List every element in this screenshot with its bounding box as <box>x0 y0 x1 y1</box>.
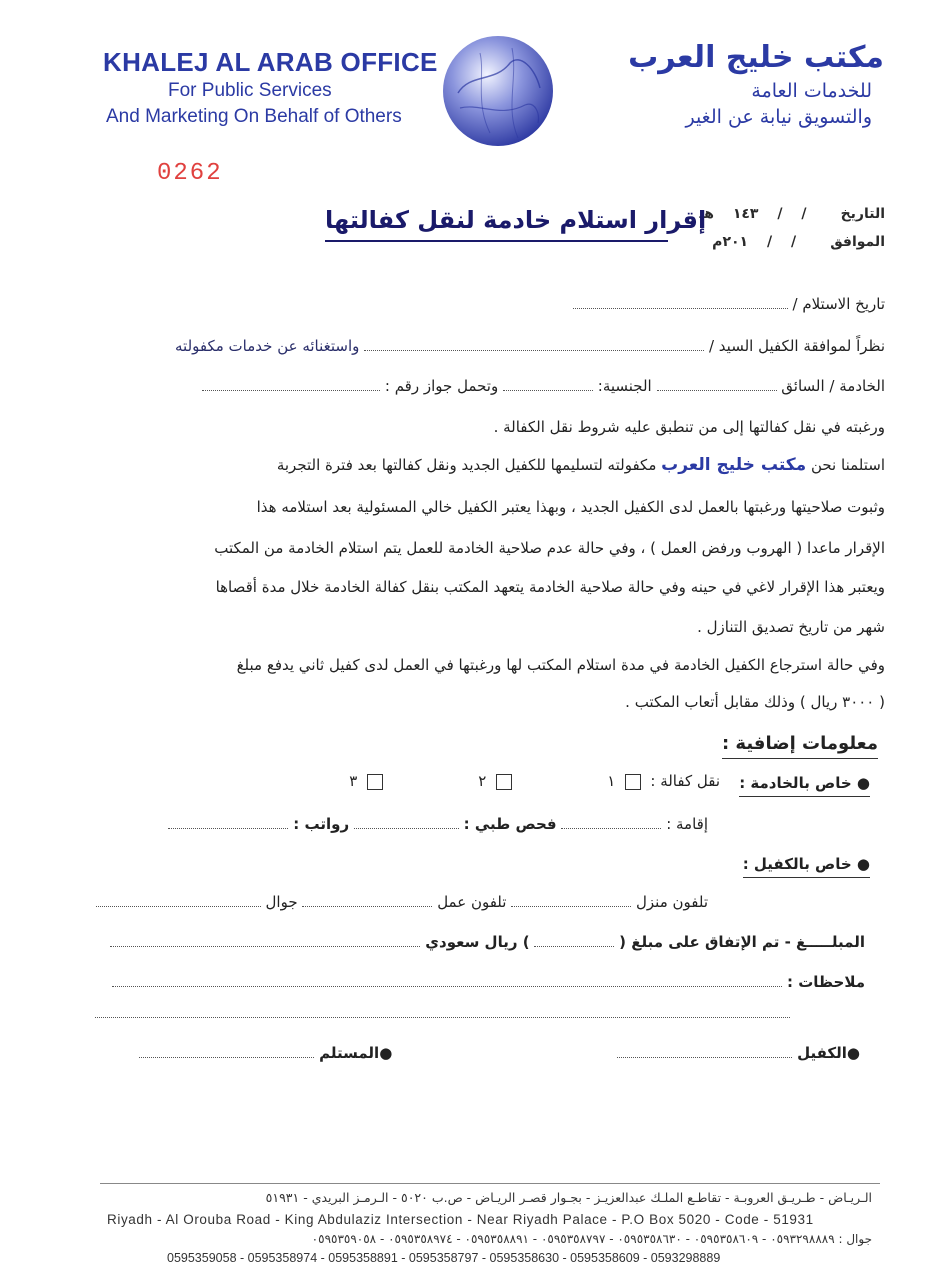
paragraph-6: شهر من تاريخ تصديق التنازل . <box>697 618 885 636</box>
receipt-date-label: تاريخ الاستلام / <box>792 295 885 313</box>
sponsor-section-label: ● خاص بالكفيل : <box>743 855 870 878</box>
serial-number: 0262 <box>157 160 223 187</box>
receiver-signature-label: ●المستلم <box>319 1044 393 1062</box>
residence-field[interactable] <box>561 827 661 829</box>
transfer-option-1-checkbox[interactable] <box>625 774 641 790</box>
sponsor-consent-label: نظراً لموافقة الكفيل السيد / <box>708 337 885 355</box>
sponsor-signature-field[interactable] <box>617 1056 792 1058</box>
footer-english-address: Riyadh - Al Orouba Road - King Abdulaziz Intersection - Near Riyadh Palace - P.O Box 5020 - Code - 51931 <box>107 1212 814 1227</box>
paragraph-2 <box>277 455 885 475</box>
paragraph-7: وفي حالة استرجاع الكفيل الخادمة في مدة استلام المكتب لها ورغبتها في العمل لدى كفيل ثاني يدفع مبلغ <box>236 656 885 674</box>
work-phone-label: تلفون عمل <box>437 893 507 911</box>
english-subtitle-2: And Marketing On Behalf of Others <box>106 106 402 127</box>
salary-field[interactable] <box>168 827 288 829</box>
paragraph-2-office: مكتب خليج العرب <box>661 455 807 475</box>
maid-name-field[interactable] <box>657 389 777 391</box>
receipt-date-field[interactable] <box>573 307 788 309</box>
paragraph-2-post: مكفولته لتسليمها للكفيل الجديد ونقل كفالتها بعد فترة التجربة <box>276 456 657 474</box>
paragraph-2-pre: استلمنا نحن <box>810 456 885 474</box>
maid-details-row <box>168 815 708 833</box>
additional-info-heading: معلومات إضافية : <box>722 733 878 759</box>
home-phone-field[interactable] <box>511 905 631 907</box>
sponsor-phones-row <box>96 893 708 911</box>
hijri-date-label: التاريخ <box>840 206 885 222</box>
arabic-subtitle-2: والتسويق نيابة عن الغير <box>685 106 872 128</box>
paragraph-4: الإقرار ماعدا ( الهروب ورفض العمل ) ، وفي حالة عدم صلاحية الخادمة للعمل يتم استلام الخادمة من المكتب <box>214 539 885 557</box>
notes-row <box>112 973 865 991</box>
footer-arabic-phones: جوال : ٠٥٩٣٢٩٨٨٨٩ - ٠٥٩٥٣٥٨٦٠٩ - ٠٥٩٥٣٥٨٦٣٠ - ٠٥٩٥٣٥٨٧٩٧ - ٠٥٩٥٣٥٨٨٩١ - ٠٥٩٥٣٥٨٩٧٤ - ٠٥٩٥٣٥٩٠٥٨ <box>311 1232 872 1246</box>
footer-english-phones: 0595359058 - 0595358974 - 0595358891 - 0595358797 - 0595358630 - 0595358609 - 0593298889 <box>167 1251 721 1265</box>
footer-divider <box>100 1183 880 1184</box>
receiver-signature-field[interactable] <box>139 1056 314 1058</box>
globe-logo <box>440 33 556 149</box>
sponsor-section-row <box>743 855 870 873</box>
arabic-office-name: مكتب خليج العرب <box>628 40 884 75</box>
amount-label: المبلـــــغ - تم الإتفاق على مبلغ ( <box>619 933 865 951</box>
gregorian-date-label: الموافق <box>830 234 885 250</box>
english-office-name: KHALEJ AL ARAB OFFICE <box>103 47 438 77</box>
signature-row <box>139 1044 860 1062</box>
residence-label: إقامة : <box>666 815 708 833</box>
gregorian-date-value[interactable]: / / ٢٠١م <box>712 234 797 250</box>
notes-field-1[interactable] <box>112 985 782 987</box>
transfer-options-row <box>349 772 720 790</box>
salary-label: رواتب : <box>293 815 350 833</box>
transfer-option-3-label: ٣ <box>349 772 358 790</box>
paragraph-3: وثبوت صلاحيتها ورغبتها بالعمل لدى الكفيل الجديد ، وبهذا يعتبر الكفيل خالي المسئولية بعد استلامه هذا <box>256 498 885 516</box>
home-phone-label: تلفون منزل <box>636 893 708 911</box>
riyal-label: ) ريال سعودي <box>425 933 530 951</box>
sponsor-signature-label: ●الكفيل <box>797 1044 860 1062</box>
notes-field-2[interactable] <box>95 1016 790 1018</box>
sponsor-name-field[interactable] <box>364 349 704 351</box>
mobile-field[interactable] <box>96 905 261 907</box>
receipt-date-row <box>573 295 885 313</box>
paragraph-8: ( ٣٠٠٠ ريال ) وذلك مقابل أتعاب المكتب . <box>625 693 885 711</box>
mobile-label: جوال <box>265 893 298 911</box>
hijri-date-row <box>699 206 885 222</box>
transfer-option-2-checkbox[interactable] <box>496 774 512 790</box>
amount-row <box>110 933 865 951</box>
form-title: إقرار استلام خادمة لنقل كفالتها <box>325 206 707 234</box>
medical-exam-label: فحص طبي : <box>463 815 557 833</box>
paragraph-5: ويعتبر هذا الإقرار لاغي في حينه وفي حالة صلاحية الخادمة يتعهد المكتب بنقل كفالة الخادمة خلال مدة أقصاها <box>215 578 885 596</box>
notes-label: ملاحظات : <box>786 973 865 991</box>
hijri-date-value[interactable]: / / ١٤٣ هـ <box>699 206 807 222</box>
passport-number-field[interactable] <box>202 389 380 391</box>
transfer-option-1-label: ١ <box>607 772 616 790</box>
transfer-label: نقل كفالة : <box>650 772 720 790</box>
title-underline <box>325 240 668 242</box>
work-phone-field[interactable] <box>302 905 432 907</box>
footer-arabic-address: الـريـاض - طـريـق العروبـة - تقاطـع الملـك عبدالعزيـز - بجـوار قصـر الريـاض - ص.ب ٥٠٢٠ - الـرمـز البريدي - ٥١٩٣١ <box>265 1190 872 1205</box>
nationality-label: الجنسية: <box>597 377 652 395</box>
gregorian-date-row <box>712 234 885 250</box>
english-subtitle-1: For Public Services <box>168 80 332 101</box>
medical-exam-field[interactable] <box>354 827 459 829</box>
amount-words-field[interactable] <box>110 945 420 947</box>
maid-section-label: ● خاص بالخادمة : <box>739 774 870 797</box>
maid-info-row <box>202 377 885 395</box>
nationality-field[interactable] <box>503 389 593 391</box>
transfer-option-2-label: ٢ <box>478 772 487 790</box>
dismissal-label: واستغنائه عن خدمات مكفولته <box>175 337 360 355</box>
maid-section-row <box>739 774 870 792</box>
passport-label: وتحمل جواز رقم : <box>384 377 499 395</box>
maid-driver-label: الخادمة / السائق <box>781 377 885 395</box>
paragraph-1: ورغبته في نقل كفالتها إلى من تنطبق عليه شروط نقل الكفالة . <box>493 418 885 436</box>
amount-field[interactable] <box>534 945 614 947</box>
arabic-subtitle-1: للخدمات العامة <box>751 80 872 102</box>
transfer-option-3-checkbox[interactable] <box>367 774 383 790</box>
sponsor-consent-row <box>175 337 885 355</box>
